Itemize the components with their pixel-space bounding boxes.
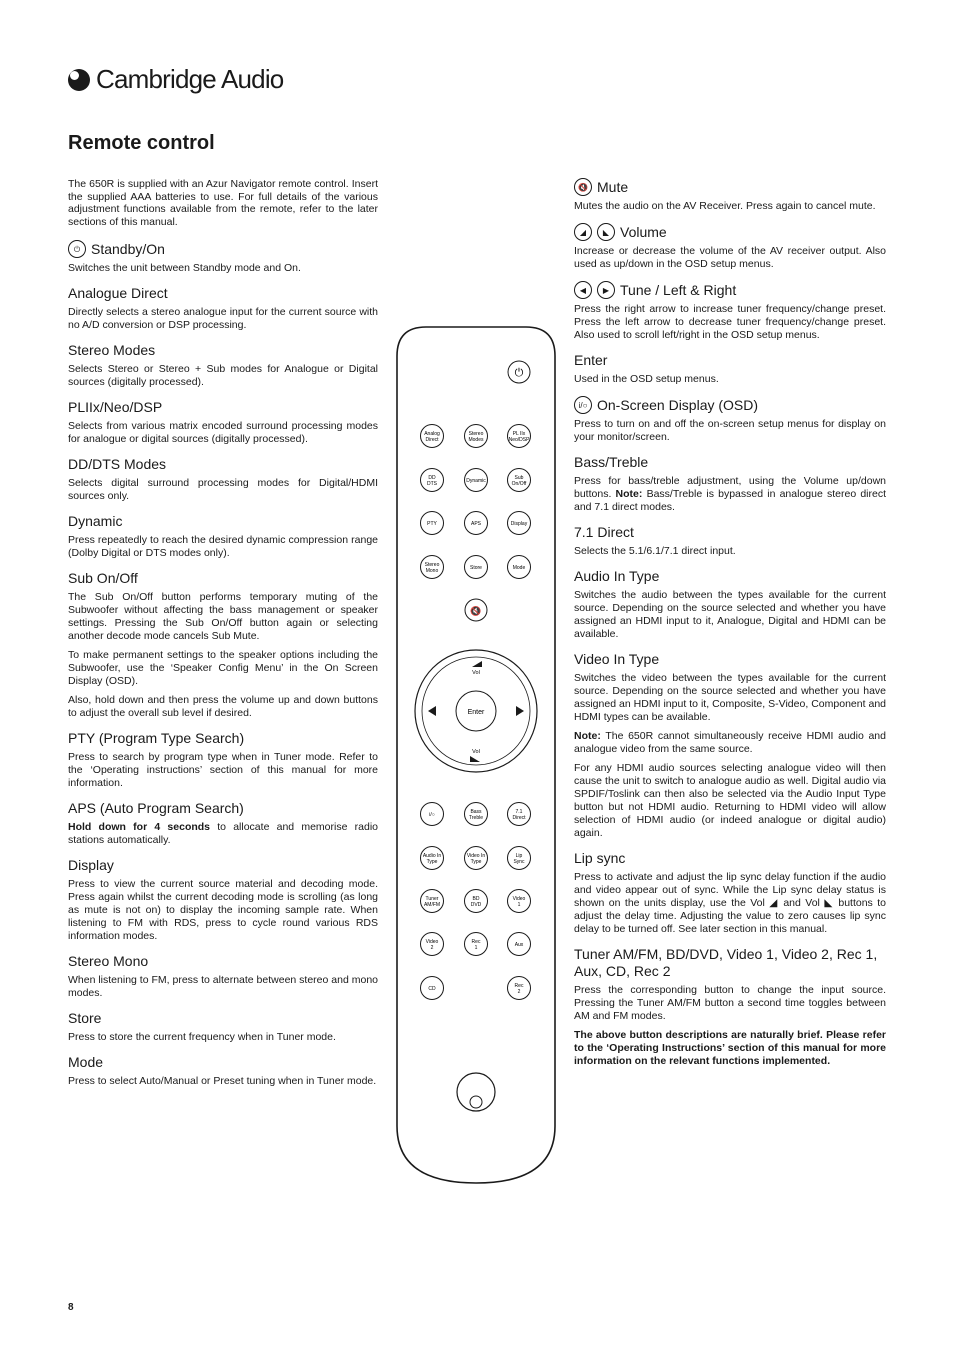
page-title: Remote control (68, 132, 215, 154)
remote-button-label: Bass (470, 808, 482, 815)
remote-button-label: 1 (517, 901, 521, 908)
remote-button-label: Rec (471, 938, 481, 945)
navigation-ring (415, 650, 537, 772)
remote-button-row1-0[interactable] (421, 425, 444, 448)
intro: The 650R is supplied with an Azur Navigator remote control. Insert the supplied AAA batteries to use. For full details of the various adjustment functions available from the remote, refer to the later sections of this manual. (68, 178, 378, 228)
remote-button-row8-0[interactable] (421, 933, 444, 956)
remote-button-row2-2[interactable] (508, 469, 531, 492)
remote-button-label: Stereo (468, 430, 484, 437)
remote-button-row3-0[interactable] (421, 512, 444, 535)
section-audio-in-type: Audio In Type Switches the audio between the types available for the current source. Depending on the source selected and whether you have assigned an HDMI input to it, Analogue, Digital and HDMI can be available. (574, 568, 886, 640)
remote-button-label: Display (510, 520, 528, 527)
remote-button-row4-2[interactable] (508, 556, 531, 579)
section-tune: ◀ ▶ Tune / Left & Right Press the right arrow to increase tuner frequency/change preset. Press the left arrow to decrease tuner frequency/change preset. Also used to scroll left/right in the OSD setup menus. (574, 281, 886, 341)
remote-button-label: Direct (425, 436, 439, 443)
remote-button-label: Aux (514, 941, 524, 948)
vol-up-label: Vol (472, 670, 480, 676)
remote-button-row8-2[interactable] (508, 933, 531, 956)
closing-note: The above button descriptions are naturally brief. Please refer to the ‘Operating Instructions’ section of this manual for more information on the relevant functions implemented. (574, 1029, 886, 1067)
remote-button-row6-2[interactable] (508, 847, 531, 870)
section-analogue-direct: Analogue Direct Directly selects a stereo analogue input for the current source with no A/D conversion or DSP processing. (68, 285, 378, 331)
remote-button-row6-0[interactable] (421, 847, 444, 870)
section-stereo-modes: Stereo Modes Selects Stereo or Stereo + Sub modes for Analogue or Digital sources (digitally processed). (68, 342, 378, 388)
logo-icon (68, 69, 90, 91)
remote-button-row2-1[interactable] (465, 469, 488, 492)
remote-button-label: Lip (515, 852, 523, 859)
left-column (68, 178, 378, 1098)
arrow-left-icon: ◀ (574, 281, 592, 299)
remote-button-row1-1[interactable] (465, 425, 488, 448)
vol-down-label: Vol (472, 749, 480, 755)
section-inputs: Tuner AM/FM, BD/DVD, Video 1, Video 2, Rec 1, Aux, CD, Rec 2 Press the corresponding button to change the input source. Pressing the Tuner AM/FM button a second time toggles between AM and FM modes. The above button descriptions are naturally brief. Please refer to the ‘Operating Instructions’ section of this manual for more information on the relevant functions implemented. (574, 946, 886, 1067)
power-icon: ⏻ (68, 240, 86, 258)
brand-logo (68, 64, 283, 95)
section-store: Store Press to store the current frequency when in Tuner mode. (68, 1010, 336, 1043)
standby-button (508, 361, 530, 383)
remote-button-label: Mode (512, 564, 526, 571)
remote-button-label: CD (428, 985, 436, 992)
section-mode: Mode Press to select Auto/Manual or Preset tuning when in Tuner mode. (68, 1054, 377, 1087)
remote-button-label: DD (428, 474, 436, 481)
remote-button-label: PL IIx (512, 430, 526, 437)
remote-button-label: Video (512, 895, 526, 902)
remote-button-label: DTS (427, 480, 437, 487)
remote-button-row3-2[interactable] (508, 512, 531, 535)
section-display: Display Press to view the current source material and decoding mode. Press again whilst the current decoding mode is scrolling (as long as mute is not on) to display the incoming sample rate. When listening to FM with RDS, press to cycle round various RDS information modes. (68, 857, 378, 942)
brand-name: Cambridge Audio (96, 64, 284, 94)
remote-control-diagram (396, 326, 556, 1184)
remote-button-row5-1[interactable] (465, 803, 488, 826)
remote-button-row2-0[interactable] (421, 469, 444, 492)
remote-button-row9-0[interactable] (421, 977, 444, 1000)
remote-button-label: Treble (469, 814, 483, 821)
section-standby: ⏻ Standby/On Switches the unit between Standby mode and On. (68, 240, 301, 274)
volume-down-icon: ◣ (597, 223, 615, 241)
remote-button-label: Rec (514, 982, 524, 989)
section-osd: i/○ On-Screen Display (OSD) Press to turn on and off the on-screen setup menus for display on your monitor/screen. (574, 396, 886, 443)
volume-knob (457, 1073, 495, 1111)
remote-button-label: Sub (514, 474, 524, 481)
power-icon: ⏻ (514, 366, 524, 379)
remote-button-label: Stereo (424, 561, 440, 568)
remote-button-label: Type (470, 858, 482, 865)
remote-button-label: PTY (427, 520, 437, 527)
remote-button-row5-0[interactable] (421, 803, 444, 826)
remote-button-row7-2[interactable] (508, 890, 531, 913)
section-pliix: PLIIx/Neo/DSP Selects from various matrix encoded surround processing modes for analogue or digital sources (digitally processed). (68, 399, 378, 445)
remote-button-label: Dynamic (466, 477, 486, 484)
page-number: 8 (68, 1302, 74, 1313)
section-aps: APS (Auto Program Search) Hold down for 4 seconds to allocate and memorise radio stations automatically. (68, 800, 378, 846)
enter-button: Enter (467, 709, 485, 716)
remote-button-label: Tuner (425, 895, 439, 902)
remote-button-label: Mono (425, 567, 439, 574)
right-column (574, 178, 886, 1078)
section-lip-sync: Lip sync Press to activate and adjust the lip sync delay function if the audio and video appear out of sync. While the Lip sync delay status is shown on the units display, use the Vol ◢ and Vol ◣ buttons to adjust the delay time. Adjusting the value to zero causes lip sync delay to be turned off. See later section in this manual. (574, 850, 886, 935)
section-dynamic: Dynamic Press repeatedly to reach the desired dynamic compression range (Dolby Digital or DTS modes only). (68, 513, 378, 559)
remote-button-row9-1[interactable] (508, 977, 531, 1000)
remote-button-label: APS (470, 520, 482, 527)
remote-button-row8-1[interactable] (465, 933, 488, 956)
remote-button-label: Video In (466, 852, 486, 859)
arrow-right-icon: ▶ (597, 281, 615, 299)
remote-button-label: AM/FM (423, 901, 441, 908)
section-mute: 🔇 Mute Mutes the audio on the AV Receiver. Press again to cancel mute. (574, 178, 876, 212)
remote-button-label: Modes (468, 436, 484, 443)
section-pty: PTY (Program Type Search) Press to search by program type when in Tuner mode. Refer to the ‘Operating instructions’ section of this manual for more information. (68, 730, 378, 789)
remote-button-label: Audio In (422, 852, 442, 859)
remote-button-label: Analog (424, 430, 440, 437)
mute-icon: 🔇 (470, 607, 482, 617)
section-71-direct: 7.1 Direct Selects the 5.1/6.1/7.1 direct input. (574, 524, 736, 557)
section-stereo-mono: Stereo Mono When listening to FM, press to alternate between stereo and mono modes. (68, 953, 378, 999)
section-video-in-type: Video In Type Switches the video between the types available for the current source. Depending on the source selected and whether you have assigned an HDMI input to it, Composite, S-Video, Component and HDMI types can be available. Note: The 650R cannot simultaneously receive HDMI audio and analogue video from the same source. For any HDMI audio sources selecting analogue video will then cause the unit to switch to analogue audio as well. Digital audio via SPDIF/Toslink can then also be selected via the Audio Input Type button but not HDMI audio. Returning to HDMI video will allow selection of HDMI audio (or indeed analogue or digital audio) again. (574, 651, 886, 839)
section-sub-onoff: Sub On/Off The Sub On/Off button performs temporary muting of the Subwoofer without affecting the bass management or speaker settings. Pressing the Sub On/Off button again or selecting another decode mode cancels Sub Mute. To make permanent settings to the speaker options including the Subwoofer, use the ‘Speaker Config Menu’ in the On Screen Display (OSD). Also, hold down and then press the volume up and down buttons to adjust the overall sub level if desired. (68, 570, 378, 719)
remote-button-row4-0[interactable] (421, 556, 444, 579)
section-dd-dts: DD/DTS Modes Selects digital surround processing modes for Digital/HDMI sources only. (68, 456, 378, 502)
section-enter: Enter Used in the OSD setup menus. (574, 352, 719, 385)
remote-button-row4-1[interactable] (465, 556, 488, 579)
remote-button-label: 2 (517, 988, 521, 995)
remote-button-label: DVD (470, 901, 482, 908)
remote-button-label: i/○ (429, 811, 435, 818)
remote-button-row5-2[interactable] (508, 803, 531, 826)
remote-button-row3-1[interactable] (465, 512, 488, 535)
remote-button-label: BD (472, 895, 480, 902)
section-volume: ◢ ◣ Volume Increase or decrease the volume of the AV receiver output. Also used as up/down in the OSD setup menus. (574, 223, 886, 270)
remote-button-label: 2 (430, 944, 434, 951)
remote-button-label: Type (426, 858, 438, 865)
remote-button-row7-1[interactable] (465, 890, 488, 913)
osd-icon: i/○ (574, 396, 592, 414)
remote-button-label: Neo/DSP (508, 436, 530, 443)
mute-icon: 🔇 (574, 178, 592, 196)
remote-button-label: 1 (474, 944, 478, 951)
remote-button-label: Sync (513, 858, 525, 865)
volume-up-icon: ◢ (574, 223, 592, 241)
remote-button-label: 7.1 (515, 808, 523, 815)
remote-button-label: On/Off (511, 480, 527, 487)
remote-button-row7-0[interactable] (421, 890, 444, 913)
remote-button-label: Store (470, 564, 482, 571)
remote-button-label: Direct (512, 814, 526, 821)
remote-button-row6-1[interactable] (465, 847, 488, 870)
mute-button (465, 599, 487, 621)
remote-button-label: Video (425, 938, 439, 945)
section-bass-treble: Bass/Treble Press for bass/treble adjustment, using the Volume up/down buttons. Note: Bass/Treble is bypassed in analogue stereo direct and 7.1 direct modes. (574, 454, 887, 513)
remote-button-row1-2[interactable] (508, 425, 531, 448)
